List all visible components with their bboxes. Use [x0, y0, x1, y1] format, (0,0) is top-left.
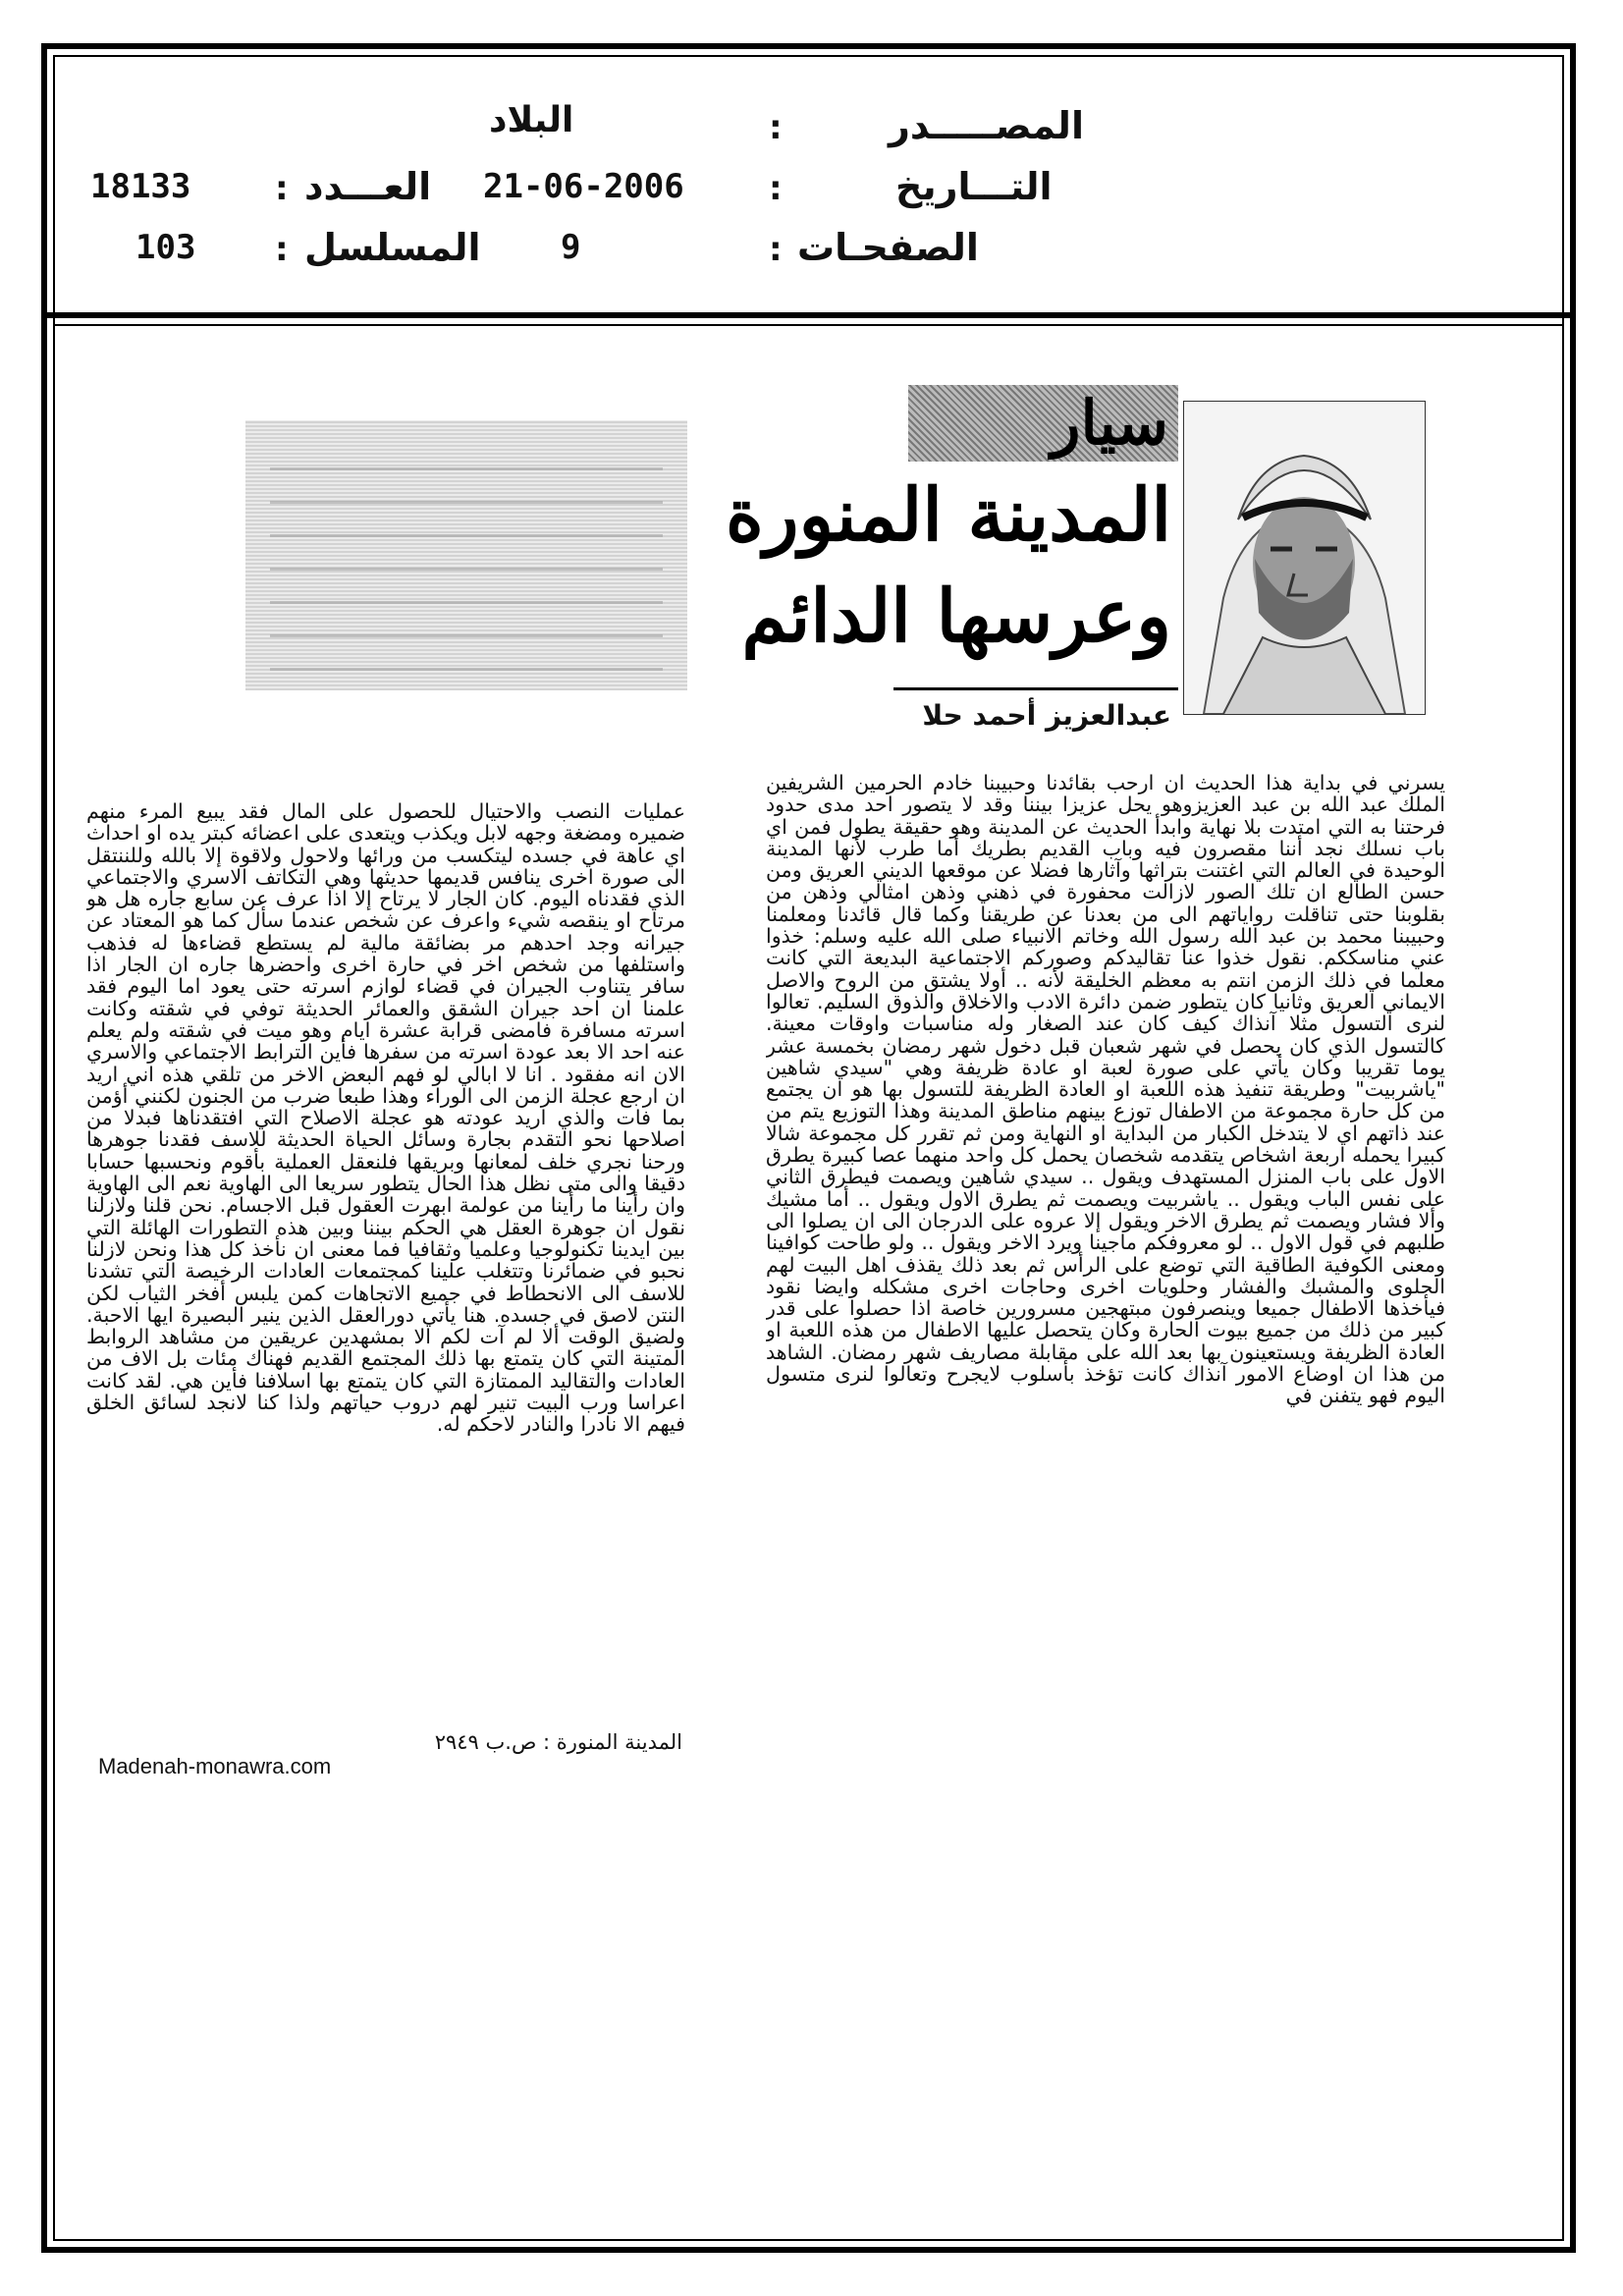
author-photo — [1183, 401, 1426, 715]
date-label: التـــاريخ — [895, 165, 1053, 208]
article-column-left — [86, 800, 685, 1733]
source-value: البلاد — [489, 100, 574, 140]
author-rule — [893, 687, 1178, 690]
serial-label: المسلسل — [304, 226, 481, 269]
source-colon: : — [769, 108, 783, 147]
pages-value: 9 — [561, 228, 581, 267]
faded-text-block — [245, 420, 687, 690]
pages-colon: : — [769, 230, 783, 269]
issue-label: العـــدد — [304, 165, 432, 208]
pages-label: الصفحـات — [797, 226, 979, 269]
header-separator-thin — [53, 324, 1564, 326]
serial-value: 103 — [135, 228, 196, 267]
signature-website: Madenah-monawra.com — [98, 1754, 332, 1778]
article-paragraph: يسرني في بداية هذا الحديث ان ارحب بقائدنا وحبيبنا خادم الحرمين الشريفين الملك عبد الله بن عبد العزيزوهو يحل عزيزا بيننا وقد لا يتصور احد مدى حدود فرحتنا به التي امتدت بلا نهاية وابدأ الحديث عن المدينة وهو حقيقة يطول فمن اي باب نسلك نجد أننا مقصرون فيه وباب القديم بطريك أما طرب لأنها المدينة الوحيدة في العالم التي اغتنت بتراثها وآثارها فضلا عن موقعها الديني العريق ومن حسن الطالع ان تلك الصور لازالت محفورة في ذهني وذهن امثالي وذهن من بقلوبنا حتى تناقلت رواياتهم الى من بعدنا عن طريقنا وكما قال قائدنا ومعلمنا وحبيبنا محمد بن عبد الله رسول الله وخاتم الانبياء صلى الله عليه وسلم: خذوا عني مناسككم. نقول خذوا عنا تقاليدكم وصوركم الاجتماعية البديعة التي كانت معلما في ذلك الزمن انتم به معظم الخليقة لأنه .. أولا يشتق من الروح والاصل الايماني العريق وثانيا كان يتطور ضمن دائرة الادب والاخلاق والذوق السليم. تعالوا لنرى التسول مثلا آنذاك كيف كان عند الصغار وله مناسبات واوقات معينة. كالتسول الذي كان يحصل في شهر شعبان قبل دخول شهر رمضان بخمسة عشر يوما تقريبا وكان يأتي على صورة لعبة او عادة ظريفة وهي "سيدي شاهين "ياشربيت" وطريقة تنفيذ هذه اللعبة او العادة الظريفة للتسول بها هو ان يجتمع من كل حارة مجموعة من الاطفال توزع بينهم مناطق المدينة وهذا التوزيع يتم من عند ذاتهم اي لا يتدخل الكبار من البداية او النهاية ومن ثم تقرر كل مجموعة شالا كبيرا يحمله اربعة اشخاص يتقدمه شخصان يحمل كل واحد منهما عصا كبيرة يطرق الاول على باب المنزل المستهدف ويقول .. سيدي شاهين ويصمت فيطرق الثاني على نفس الباب ويقول .. ياشربيت ويصمت ثم يطرق الاول ويقول .. أما مشيك وألا فشار ويصمت ثم يطرق الاخر ويقول إلا عروه على الدرجان الى ان يصلوا الى طلبهم في قول الاول .. لو معروفكم ماجينا ويرد الاخر ويقول .. ولو طاحت كوافينا ومعنى الكوفية الطاقية التي توضع على الرأس ثم بعد ذلك يقذف اهل البيت لهم الحلوى والمشبك والفشار وحلويات اخرى وحاجات اخرى مشكله وايضا نقود فيأخذها الاطفال جميعا وينصرفون مبتهجين مسرورين خاصة اذا حصلوا على قدر كبير من ذلك من جميع بيوت الحارة وكان يتحصل عليها الاطفال من هذه اللعبة او العادة الظريفة ويستعينون بها بعد الله على مقابلة مصاريف شهر رمضان. الشاهد من هذا ان اوضاع الامور آنذاك كانت تؤخذ بأسلوب لايجرح وتعالوا لنرى متسول اليوم فهو يتفنن في — [766, 772, 1445, 1408]
source-label: المصـــــدر — [889, 104, 1084, 147]
article-title-line1: المدينة المنورة — [725, 473, 1171, 558]
signature-address: المدينة المنورة : ص.ب ٢٩٤٩ — [434, 1730, 682, 1754]
header-separator — [47, 312, 1570, 318]
article-column-right — [766, 772, 1445, 1766]
serial-colon: : — [275, 230, 289, 269]
date-value: 21-06-2006 — [483, 167, 684, 206]
article-author: عبدالعزيز أحمد حلا — [922, 699, 1171, 732]
article-title-line2: وعرسها الدائم — [741, 574, 1171, 659]
author-portrait-image — [1184, 402, 1425, 714]
issue-value: 18133 — [90, 167, 191, 206]
article-paragraph: عمليات النصب والاحتيال للحصول على المال فقد يبيع المرء منهم ضميره ومضغة وجهه لابل ويكذب ويتعدى على اعضائه كبتر يده او احداث اي عاهة في جسده ليتكسب من ورائها ولاحول ولاقوة إلا بالله وللننتقل الى صورة اخرى ينافس قديمها حديثها وهي التكاتف الاسري والاجتماعي الذي فقدناه اليوم. كان الجار لا يرتاح إلا اذا عرف عن سابع جاره هل هو مرتاح او ينقصه شيء واعرف عن شخص عندما سأل كما هو المعتاد عن جيرانه وجد احدهم مر بضائقة مالية لم يستطع قضاءها له فذهب واستلفها من شخص اخر في حارة اخرى واحضرها جاره ان الجار اذا سافر يتناوب الجيران في قضاء لوازم اسرته حتى يعود اما اليوم فقد علمنا ان احد جيران الشقق والعمائر الحديثة توفي في شقته وكانت اسرته مسافرة فامضى قرابة عشرة ايام وهو ميت في شقته ولم يعلم عنه احد الا بعد عودة اسرته من سفرها فأين الترابط الاجتماعي والاسري الان انه مفقود . انا لا ابالي لو فهم البعض الاخر من تلقي هذه اني اريد ان ارجع عجلة الزمن الى الوراء وهذا طبعا ضرب من الجنون لكنني أؤمن بما فات والذي اريد عودته هو عجلة الاصلاح التي افتقدناها فبدلا من اصلاحها نحو التقدم بجارة وسائل الحياة الحديثة للاسف فقدنا جوهرها ورحنا نجري خلف لمعانها وبريقها فلنعقل العملية بأقوم ونحسبها حسابا دقيقا والى متى نظل هذا الحال يتطور سريعا الى الهاوية نعم الى الهاوية وان رأينا ما رأينا من عولمة ابهرت العقول قبل الاجسام. نحن قلنا ولازلنا نقول ان جوهرة العقل هي الحكم بيننا وبين هذه التطورات الهائلة التي بين ايدينا تكنولوجيا وعلميا وثقافيا فما معنى ان نأخذ كل هذا ونحن لازلنا نحبو في ضمائرنا وتتغلب علينا كمجتمعات العادات الرخيصة التي تشدنا للاسف الى الانحطاط في جميع الاتجاهات كمن يلبس أفخر الثياب لكن النتن لاصق في جسده. هنا يأتي دورالعقل الذين ينير البصيرة ايها الاحبة. ولضيق الوقت ألا لم آت لكم الا بمشهدين عريقين من مشاهد الروابط المتينة التي كان يتمتع بها ذلك المجتمع القديم فهناك مئات بل الاف من العادات والتقاليد الممتازة التي كان يتمتع بها اسلافنا فأين هي. لقد كانت اعراسا ورب البيت تنير لهم دروب حياتهم ولذا كنا لانجد لسائق الخلق فيهم الا نادرا والنادر لاحكم له. — [86, 800, 685, 1437]
date-colon: : — [769, 169, 783, 208]
column-name: سيار — [1051, 387, 1168, 459]
issue-colon: : — [275, 169, 289, 208]
column-banner — [908, 385, 1178, 462]
